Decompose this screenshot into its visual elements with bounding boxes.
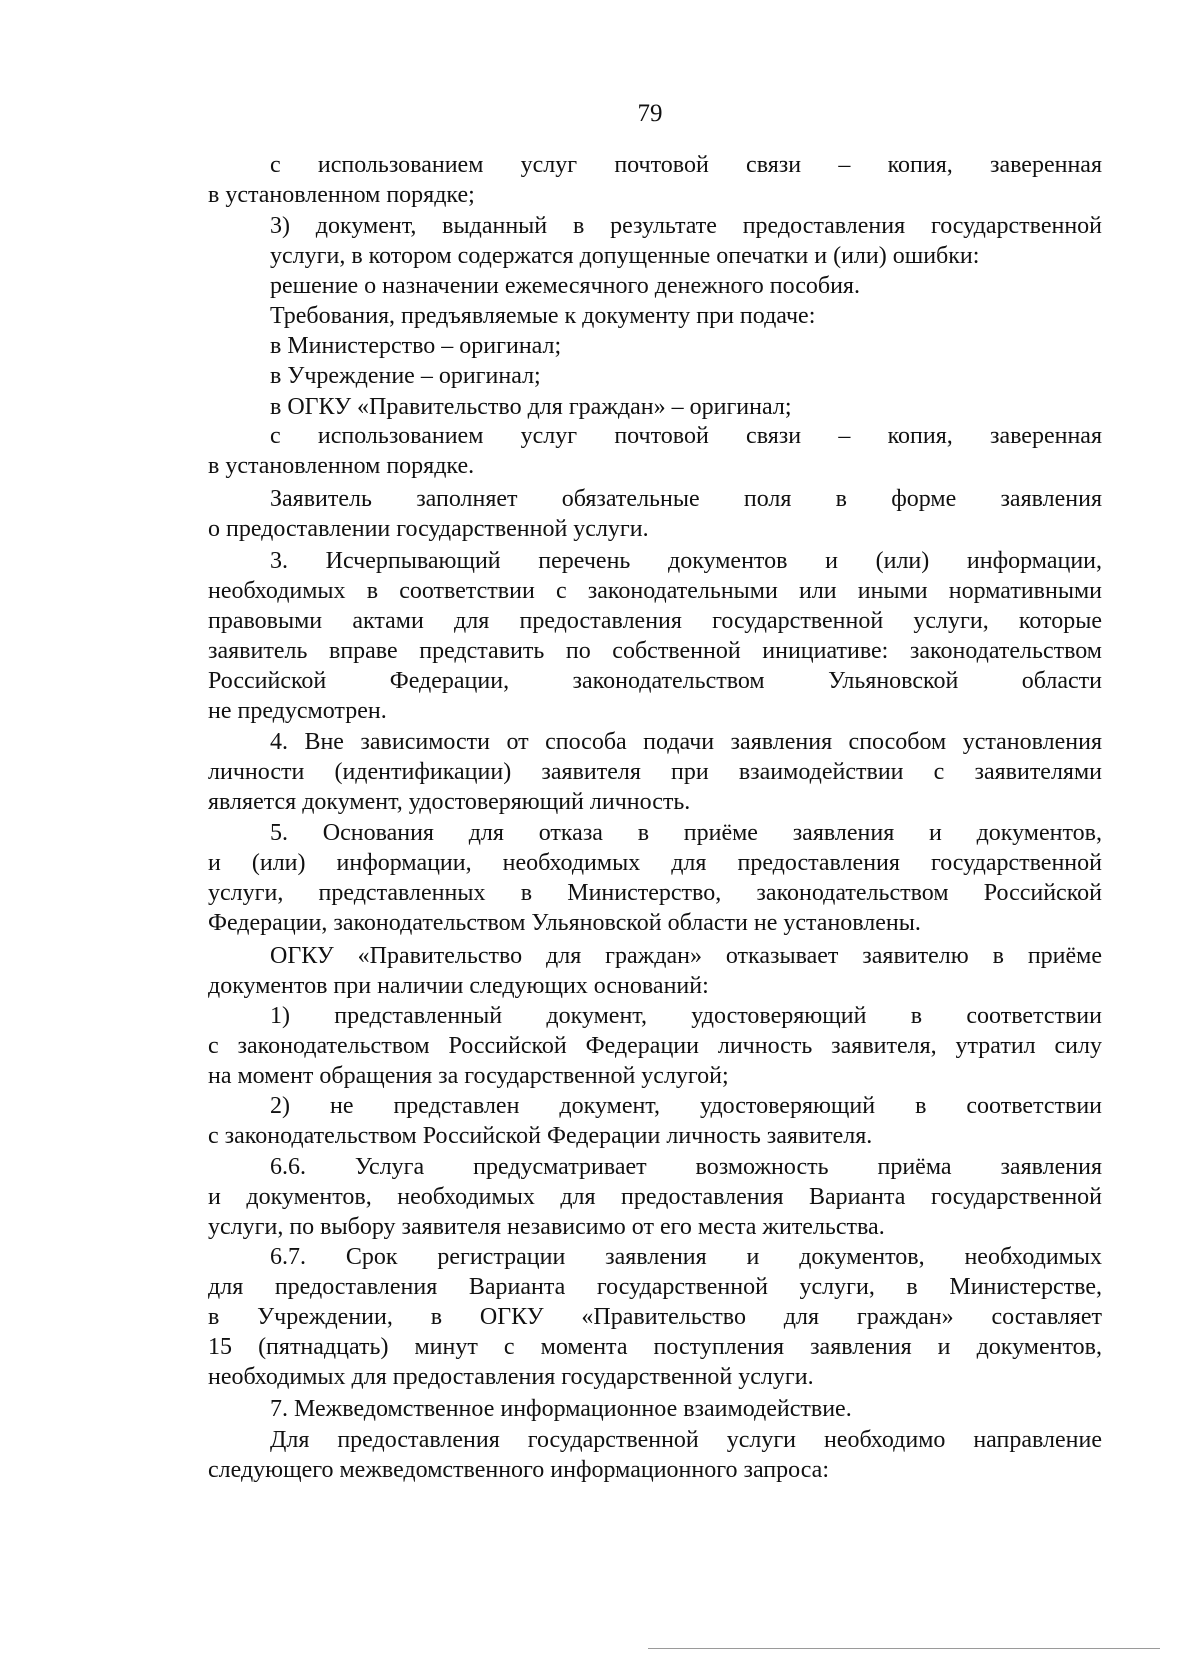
page-number: 79 (637, 100, 663, 127)
text-line: Для предоставления государственной услуги необходимо направление (270, 1427, 1102, 1453)
text-line: 6.7. Срок регистрации заявления и документов, необходимых (270, 1244, 1102, 1270)
text-line: 3) документ, выданный в результате предоставления государственной (270, 213, 1102, 239)
text-line: с законодательством Российской Федерации личность заявителя, утратил силу (208, 1033, 1102, 1059)
text-line: с использованием услуг почтовой связи – копия, заверенная (270, 423, 1102, 449)
text-line: в установленном порядке; (208, 182, 475, 208)
text-line: ОГКУ «Правительство для граждан» отказывает заявителю в приёме (270, 943, 1102, 969)
text-line: правовыми актами для предоставления государственной услуги, которые (208, 608, 1102, 634)
text-line: на момент обращения за государственной услугой; (208, 1063, 729, 1089)
text-line: 2) не представлен документ, удостоверяющий в соответствии (270, 1093, 1102, 1119)
text-line: в Министерство – оригинал; (270, 333, 562, 359)
text-line: Требования, предъявляемые к документу при подаче: (270, 303, 816, 329)
text-line: 6.6. Услуга предусматривает возможность приёма заявления (270, 1154, 1102, 1180)
text-line: необходимых для предоставления государственной услуги. (208, 1364, 814, 1390)
text-line: услуги, представленных в Министерство, законодательством Российской (208, 880, 1102, 906)
text-line: 7. Межведомственное информационное взаимодействие. (270, 1396, 852, 1422)
text-line: 4. Вне зависимости от способа подачи заявления способом установления (270, 729, 1102, 755)
text-line: личности (идентификации) заявителя при взаимодействии с заявителями (208, 759, 1102, 785)
text-line: услуги, по выбору заявителя независимо от его места жительства. (208, 1214, 885, 1240)
text-line: не предусмотрен. (208, 698, 387, 724)
text-line: 3. Исчерпывающий перечень документов и (или) информации, (270, 548, 1102, 574)
text-line: является документ, удостоверяющий личность. (208, 789, 691, 815)
text-line: Заявитель заполняет обязательные поля в форме заявления (270, 486, 1102, 512)
text-line: и (или) информации, необходимых для предоставления государственной (208, 850, 1102, 876)
text-line: с законодательством Российской Федерации личность заявителя. (208, 1123, 873, 1149)
text-line: и документов, необходимых для предоставления Варианта государственной (208, 1184, 1102, 1210)
text-line: заявитель вправе представить по собственной инициативе: законодательством (208, 638, 1102, 664)
text-line: Российской Федерации, законодательством Ульяновской области (208, 668, 1102, 694)
text-line: следующего межведомственного информационного запроса: (208, 1457, 829, 1483)
text-line: с использованием услуг почтовой связи – копия, заверенная (270, 152, 1102, 178)
text-line: 1) представленный документ, удостоверяющий в соответствии (270, 1003, 1102, 1029)
text-line: для предоставления Варианта государственной услуги, в Министерстве, (208, 1274, 1102, 1300)
text-line: в Учреждении, в ОГКУ «Правительство для граждан» составляет (208, 1304, 1102, 1330)
text-line: необходимых в соответствии с законодательными или иными нормативными (208, 578, 1102, 604)
text-line: документов при наличии следующих оснований: (208, 973, 709, 999)
text-line: в Учреждение – оригинал; (270, 363, 541, 389)
text-line: Федерации, законодательством Ульяновской области не установлены. (208, 910, 921, 936)
text-line: о предоставлении государственной услуги. (208, 516, 649, 542)
text-line: 15 (пятнадцать) минут с момента поступления заявления и документов, (208, 1334, 1102, 1360)
text-line: 5. Основания для отказа в приёме заявления и документов, (270, 820, 1102, 846)
text-line: в ОГКУ «Правительство для граждан» – оригинал; (270, 394, 792, 420)
footer-rule (648, 1648, 1160, 1649)
text-line: услуги, в котором содержатся допущенные опечатки и (или) ошибки: (270, 243, 980, 269)
text-line: в установленном порядке. (208, 453, 475, 479)
text-line: решение о назначении ежемесячного денежного пособия. (270, 273, 860, 299)
